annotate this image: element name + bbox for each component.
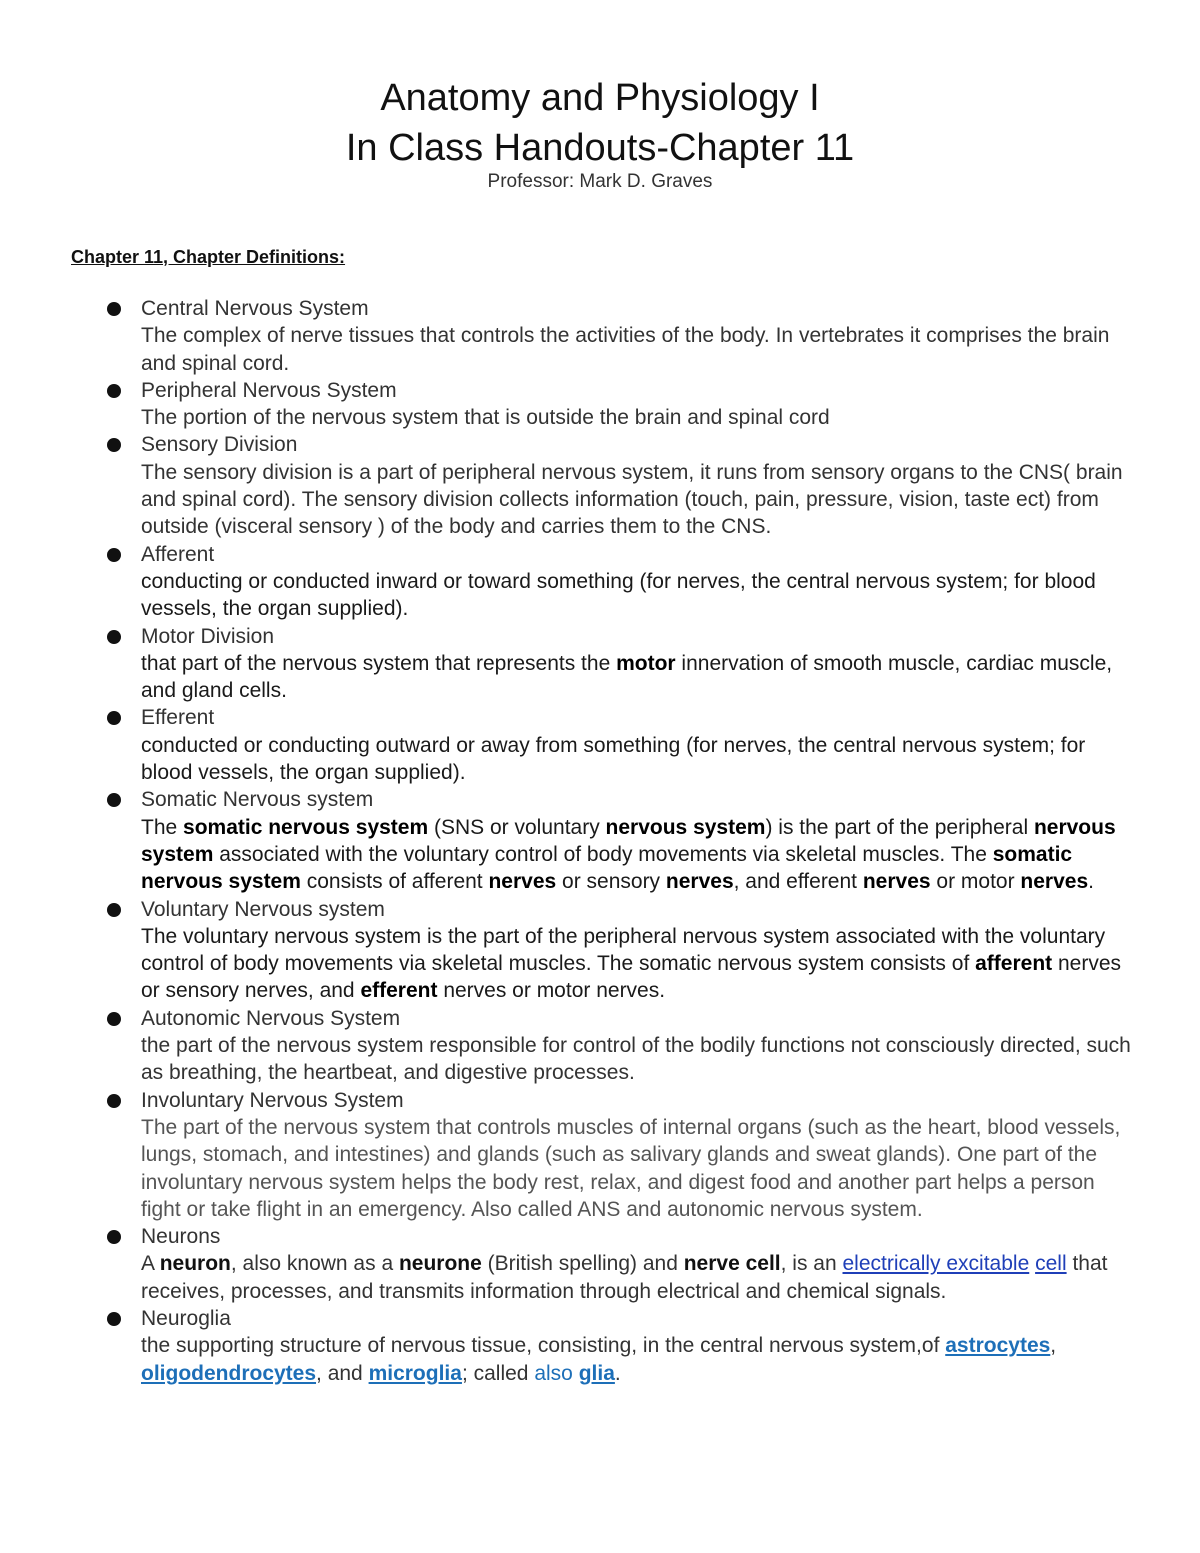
bold-run: nerves	[1020, 870, 1089, 894]
definition-text: The complex of nerve tissues that controls the activities of the body. In vertebrates it comprises the brain and spinal cord.	[141, 324, 1110, 375]
text-run: that receives, processes, and transmits information through electrical and chemical signals.	[141, 1252, 1108, 1303]
definition-item-autonomic	[107, 1005, 1137, 1087]
microglia-link[interactable]: microglia	[368, 1361, 462, 1385]
definition-item-sensory	[107, 431, 1137, 540]
bullet-icon	[107, 711, 121, 725]
text-run: .	[1088, 870, 1094, 894]
definition-text: The portion of the nervous system that is outside the brain and spinal cord	[141, 406, 830, 430]
text-run: ,	[1050, 1334, 1057, 1358]
text-run: .	[614, 1361, 621, 1385]
bullet-icon	[107, 302, 121, 316]
definition-term: Sensory Division	[141, 433, 298, 457]
definition-text	[141, 1250, 1137, 1305]
definition-text: conducted or conducting outward or away from something (for nerves, the central nervous system; for blood vessels, the organ supplied).	[141, 733, 1086, 785]
definition-item-somatic	[107, 786, 1137, 895]
text-run: nerves or motor nerves.	[437, 979, 666, 1003]
text-run: , and efferent	[733, 870, 863, 894]
definition-term: Efferent	[141, 706, 215, 730]
definition-item-neurons	[107, 1223, 1137, 1305]
document-subtitle: In Class Handouts-Chapter 11	[345, 127, 855, 169]
definitions-list	[107, 295, 1137, 1387]
definition-term: Involuntary Nervous System	[141, 1088, 404, 1112]
definition-term: Central Nervous System	[141, 297, 369, 320]
cell-link[interactable]: cell	[1035, 1252, 1067, 1276]
bold-run: efferent	[360, 979, 438, 1003]
text-run: , also known as a	[230, 1252, 399, 1276]
bullet-icon	[107, 793, 121, 807]
definition-text: the part of the nervous system responsible for control of the bodily functions not consciously directed, such as breathing, the heartbeat, and digestive processes.	[141, 1034, 1131, 1085]
definition-text	[141, 650, 1137, 705]
bullet-icon	[107, 548, 121, 562]
bullet-icon	[107, 438, 121, 452]
text-run: , is an	[780, 1252, 843, 1276]
bold-run: afferent	[975, 952, 1053, 976]
glia-link[interactable]: glia	[578, 1361, 615, 1385]
text-run: ; called	[461, 1361, 535, 1385]
definition-text: The part of the nervous system that controls muscles of internal organs (such as the heart, blood vessels, lungs, stomach, and intestines) and glands (such as salivary glands and sweat glands). One part of the involuntary nervous system helps the body rest, relax, and digest food and another part helps a person fight or take flight in an emergency. Also called ANS and autonomic nervous system.	[141, 1115, 1121, 1221]
bullet-icon	[107, 630, 121, 644]
definition-term: Neurons	[141, 1225, 221, 1249]
text-run: (SNS or voluntary	[428, 815, 606, 839]
definition-item-voluntary	[107, 896, 1137, 1005]
bold-run: somatic nervous system	[141, 842, 1073, 894]
text-run: or sensory	[556, 870, 666, 894]
section-heading: Chapter 11, Chapter Definitions:	[71, 247, 346, 267]
definition-item-cns	[107, 295, 1137, 377]
text-run: The voluntary nervous system is the part of the peripheral nervous system associated with the voluntary control of body movements via skeletal muscles. The somatic nervous system consists of	[141, 924, 1106, 976]
text-run: that part of the nervous system that represents the	[141, 651, 617, 675]
definition-text: conducting or conducted inward or toward something (for nerves, the central nervous system; for blood vessels, the organ supplied).	[141, 569, 1096, 621]
bold-run: neuron	[159, 1252, 231, 1276]
definition-item-neuroglia	[107, 1305, 1137, 1387]
definition-term: Neuroglia	[141, 1306, 231, 1330]
bold-run: nerves	[862, 870, 931, 894]
definition-item-efferent	[107, 704, 1137, 786]
definition-text: The sensory division is a part of peripheral nervous system, it runs from sensory organs to the CNS( brain and spinal cord). The sensory division collects information (touch, pain, pressure, vision, taste ect) from outside (visceral sensory ) of the body and carries them to the CNS.	[141, 460, 1123, 539]
bullet-icon	[107, 1230, 121, 1244]
text-run: or motor	[930, 870, 1021, 894]
bold-run: nerves	[488, 870, 557, 894]
bold-run: nerves	[665, 870, 734, 894]
definition-term: Somatic Nervous system	[141, 788, 374, 812]
text-run: also	[534, 1361, 573, 1385]
text-run: the supporting structure of nervous tissue, consisting, in the central nervous system,of	[141, 1334, 946, 1358]
text-run: associated with the voluntary control of body movements via skeletal muscles. The	[213, 842, 993, 866]
astrocytes-link[interactable]: astrocytes	[945, 1334, 1051, 1358]
definition-term: Motor Division	[141, 624, 275, 648]
definition-item-motor	[107, 623, 1137, 705]
oligodendrocytes-link[interactable]: oligodendrocytes	[141, 1361, 317, 1385]
bold-run: nervous system	[141, 815, 1116, 866]
definition-term: Voluntary Nervous system	[141, 897, 385, 921]
bullet-icon	[107, 1312, 121, 1326]
definition-term: Afferent	[141, 542, 215, 566]
definition-item-involuntary	[107, 1087, 1137, 1223]
bullet-icon	[107, 903, 121, 917]
text-run: (British spelling) and	[481, 1252, 684, 1276]
text-run: innervation of smooth muscle, cardiac muscle, and gland cells.	[141, 651, 1113, 703]
professor-name: Professor: Mark D. Graves	[487, 171, 713, 192]
text-run: consists of afferent	[300, 870, 489, 894]
definition-text	[141, 1332, 1137, 1387]
text-run: The	[141, 815, 184, 839]
text-run: A	[141, 1252, 160, 1276]
text-run: ) is the part of the peripheral	[765, 815, 1034, 839]
definition-text	[141, 814, 1137, 896]
definition-term: Autonomic Nervous System	[141, 1006, 401, 1030]
bullet-icon	[107, 1012, 121, 1026]
text-run: , and	[316, 1361, 369, 1385]
electrically-excitable-link[interactable]: electrically excitable	[842, 1252, 1030, 1276]
bold-run: somatic nervous system	[183, 815, 429, 839]
bullet-icon	[107, 384, 121, 398]
text-run: nerves or sensory nerves, and	[141, 952, 1122, 1003]
definition-item-afferent	[107, 541, 1137, 623]
bold-run: nervous system	[605, 815, 766, 839]
definition-item-pns	[107, 377, 1137, 432]
definition-term: Peripheral Nervous System	[141, 378, 397, 402]
definition-text	[141, 923, 1137, 1005]
bold-run: neurone	[398, 1252, 482, 1276]
bold-run: nerve cell	[683, 1252, 781, 1276]
bold-run: motor	[616, 651, 676, 675]
document-title: Anatomy and Physiology I	[380, 77, 820, 119]
bullet-icon	[107, 1094, 121, 1108]
